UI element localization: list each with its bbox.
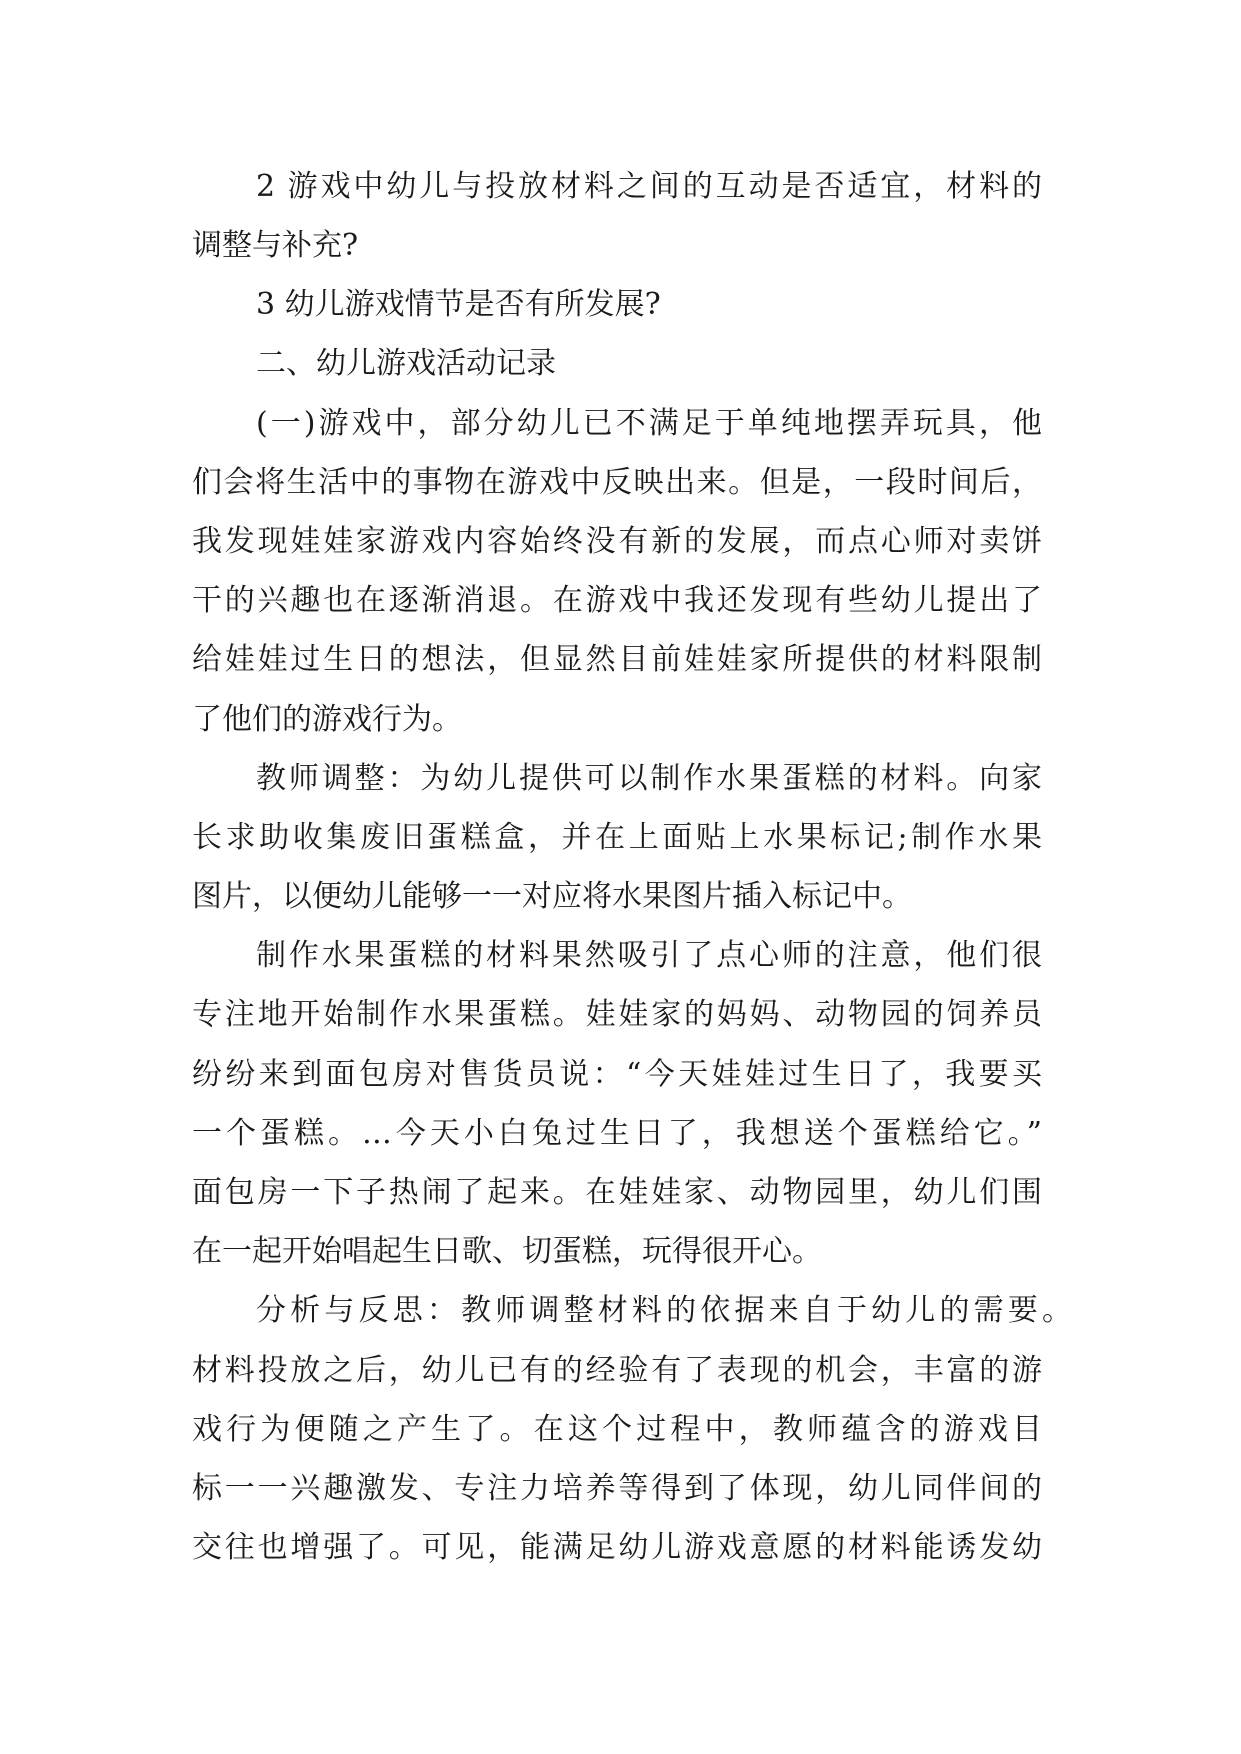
text-line: 在一起开始唱起生日歌、切蛋糕，玩得很开心。 — [192, 1234, 822, 1269]
section-heading: 二、幼儿游戏活动记录 — [256, 346, 556, 381]
text-line: 2 游戏中幼儿与投放材料之间的互动是否适宜，材料的 — [256, 169, 1042, 204]
text-line: 面包房一下子热闹了起来。在娃娃家、动物园里，幼儿们围 — [192, 1175, 1042, 1210]
text-line: 纷纷来到面包房对售货员说：“今天娃娃过生日了，我要买 — [192, 1057, 1042, 1092]
text-line: 图片，以便幼儿能够一一对应将水果图片插入标记中。 — [192, 879, 912, 914]
text-line: 调整与补充? — [192, 228, 359, 263]
text-line: (一)游戏中，部分幼儿已不满足于单纯地摆弄玩具，他 — [256, 406, 1042, 441]
text-line: 教师调整：为幼儿提供可以制作水果蛋糕的材料。向家 — [256, 761, 1042, 796]
text-line: 们会将生活中的事物在游戏中反映出来。但是，一段时间后， — [192, 465, 1042, 500]
text-line: 干的兴趣也在逐渐消退。在游戏中我还发现有些幼儿提出了 — [192, 583, 1042, 618]
text-line: 了他们的游戏行为。 — [192, 702, 462, 737]
text-line: 制作水果蛋糕的材料果然吸引了点心师的注意，他们很 — [256, 938, 1042, 973]
text-line: 专注地开始制作水果蛋糕。娃娃家的妈妈、动物园的饲养员 — [192, 997, 1042, 1032]
text-line: 标一一兴趣激发、专注力培养等得到了体现，幼儿同伴间的 — [192, 1471, 1042, 1506]
text-line: 我发现娃娃家游戏内容始终没有新的发展，而点心师对卖饼 — [192, 524, 1042, 559]
text-line: 分析与反思：教师调整材料的依据来自于幼儿的需要。 — [256, 1293, 1072, 1328]
text-line: 材料投放之后，幼儿已有的经验有了表现的机会，丰富的游 — [192, 1353, 1042, 1388]
text-line: 一个蛋糕。…今天小白兔过生日了，我想送个蛋糕给它。” — [192, 1116, 1042, 1151]
text-line: 戏行为便随之产生了。在这个过程中，教师蕴含的游戏目 — [192, 1412, 1042, 1447]
text-line: 3 幼儿游戏情节是否有所发展? — [256, 287, 661, 322]
text-line: 给娃娃过生日的想法，但显然目前娃娃家所提供的材料限制 — [192, 642, 1042, 677]
text-line: 长求助收集废旧蛋糕盒，并在上面贴上水果标记;制作水果 — [192, 820, 1042, 855]
text-line: 交往也增强了。可见，能满足幼儿游戏意愿的材料能诱发幼 — [192, 1530, 1042, 1565]
